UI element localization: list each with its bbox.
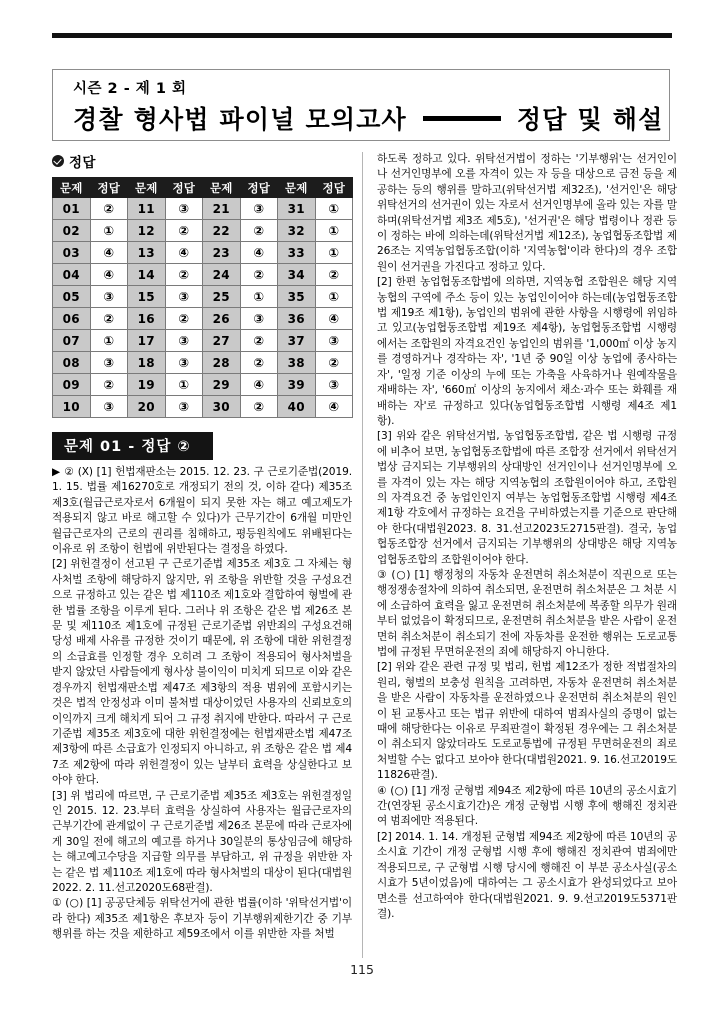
- question-number: 33: [278, 242, 316, 264]
- explanation-paragraph: ▶ ② (X) [1] 헌법재판소는 2015. 12. 23. 구 근로기준법(2019. 1. 15. 법률 제16270호로 개정되기 전의 것, 이하 같다) 제35조 제3호(월급근로자로서 6개월이 되지 못한 자는 해고 예고제도가 적용되지 않고 바로 해고할 수 있다)가 근무기간이 6개월 미만인 월급근로자의 근로의 권리를 침해하고, 평등원칙에도 위배된다는 이유로 위 조항이 헌법에 위반된다는 결정을 하였다.: [52, 466, 352, 556]
- answer-value: ①: [315, 242, 353, 264]
- question-number: 36: [278, 308, 316, 330]
- question-number: 37: [278, 330, 316, 352]
- answer-value: ④: [315, 308, 353, 330]
- table-row: [53, 396, 353, 418]
- question-header-bar: 문제 01 - 정답 ②: [52, 432, 213, 460]
- question-number: 23: [203, 242, 241, 264]
- question-number: 17: [128, 330, 166, 352]
- explanation-paragraph: 하도록 정하고 있다. 위탁선거법이 정하는 '기부행위'는 선거인이나 선거인명부에 오를 자격이 있는 자 등을 대상으로 금전 등을 제공하는 등의 행위를 말하고(위탁선거법 제32조), '선거인'은 해당 위탁선거의 선거권이 있는 자로서 선거인명부에 올라 있는 자를 말하며(위탁선거법 제3조 제5호), '선거권'은 해당 법령이나 정관 등이 정하는 바에 의하는데(위탁선거법 제12조), 농업협동조합법 제26조는 지역농업협동조합(이하 '지역농협'이라 한다)의 경우 조합원이 선거권을 가진다고 정하고 있다.: [377, 153, 677, 273]
- question-number: 07: [53, 330, 91, 352]
- question-number: 15: [128, 286, 166, 308]
- answer-value: ④: [240, 242, 278, 264]
- answer-value: ④: [165, 242, 203, 264]
- explanation-paragraph: [2] 위헌결정이 선고된 구 근로기준법 제35조 제3호 그 자체는 형사처벌 조항에 해당하지 않지만, 위 조항을 위반할 것을 구성요건으로 규정하고 있는 같은 법 제110조 제1호와 결합하여 형벌에 관한 법률 조항을 이루게 된다. 그러나 위 조항은 같은 법 제26조 본문 및 제110조 제1호에 규정된 근로기준법 위반죄의 구성요건해당성 배제 사유를 규정한 것이기 때문에, 위 조항에 대한 위헌결정의 소급효를 인정할 경우 오히려 그 조항이 적용되어 형사처벌을 받지 않았던 사람들에게 형사상 불이익이 미치게 되므로 이와 같은 경우까지 헌법재판소법 제47조 제3항의 적용 범위에 포함시키는 것은 법적 안정성과 이미 불처벌 대상이었던 사용자의 신뢰보호의 이익까지 크게 해치게 되어 그 규정 취지에 반한다. 따라서 구 근로기준법 제35조 제3호에 대한 위헌결정에는 헌법재판소법 제47조 제3항에 따른 소급효가 인정되지 아니하고, 위 조항은 같은 법 제47조 제2항에 따라 위헌결정이 있는 날부터 효력을 상실한다고 보아야 한다.: [52, 558, 352, 787]
- question-number: 21: [203, 198, 241, 220]
- answers-section-heading: [52, 152, 352, 170]
- explanation-paragraph: [3] 위와 같은 위탁선거법, 농업협동조합법, 같은 법 시행령 규정에 비추어 보면, 농업협동조합법에 따른 조합장 선거에서 위탁선거법상 금지되는 기부행위의 상대방인 선거인이나 선거인명부에 오를 자격이 있는 자는 해당 지역농협의 조합원이어야 하고, 조합원의 자격요건 중 농업인인지 여부는 농업협동조합법 시행령 제4조 제1항 각호에서 규정하는 요건을 구비하였는지를 기준으로 판단해야 한다(대법원2023. 8. 31.선고2023도2715판결). 결국, 농업협동조합장 선거에서 금지되는 기부행위의 상대방은 해당 지역농업협동조합의 조합원이어야 한다.: [377, 430, 677, 566]
- question-number: 25: [203, 286, 241, 308]
- answer-value: ②: [315, 352, 353, 374]
- question-number: 38: [278, 352, 316, 374]
- question-number: 01: [53, 198, 91, 220]
- table-row: [53, 242, 353, 264]
- answer-value: ②: [240, 220, 278, 242]
- answer-value: ③: [315, 330, 353, 352]
- column-header: 문제: [203, 178, 241, 198]
- answer-value: ②: [90, 308, 128, 330]
- question-number: 20: [128, 396, 166, 418]
- question-number: 30: [203, 396, 241, 418]
- explanation-paragraph: [2] 한편 농업협동조합법에 의하면, 지역농협 조합원은 해당 지역농협의 구역에 주소 등이 있는 농업인이어야 하는데(농업협동조합법 제19조 제1항), 농업인의 범위에 관한 사항을 시행령에 위임하고 있고(농업협동조합법 제19조 제4항), 농업협동조합법 시행령에서는 조합원의 자격요건인 농업인의 범위를 '1,000㎡ 이상 농지를 경영하거나 경작하는 자', '1년 중 90일 이상 농업에 종사하는 자', '일정 기준 이상의 누에 또는 가축을 사육하거나 원예작물을 재배하는 자', '660㎡ 이상의 농지에서 채소·과수 또는 화훼를 재배하는 자'로 규정하고 있다(농업협동조합법 시행령 제4조 제1항).: [377, 276, 677, 427]
- question-number: 24: [203, 264, 241, 286]
- question-number: 39: [278, 374, 316, 396]
- question-number: 32: [278, 220, 316, 242]
- column-header: 정답: [90, 178, 128, 198]
- answer-value: ①: [315, 286, 353, 308]
- right-column: [377, 152, 677, 922]
- answer-value: ②: [165, 264, 203, 286]
- answer-value: ③: [90, 396, 128, 418]
- answer-value: ③: [240, 308, 278, 330]
- question-number: 13: [128, 242, 166, 264]
- answers-heading-label: 정답: [69, 155, 96, 171]
- table-row: [53, 198, 353, 220]
- table-header-row: [53, 178, 353, 198]
- column-header: 문제: [278, 178, 316, 198]
- answer-value: ②: [90, 198, 128, 220]
- question-number: 09: [53, 374, 91, 396]
- question-number: 11: [128, 198, 166, 220]
- question-number: 22: [203, 220, 241, 242]
- answer-value: ②: [165, 308, 203, 330]
- page-title-suffix: 정답 및 해설: [516, 105, 664, 134]
- question-number: 08: [53, 352, 91, 374]
- question-number: 28: [203, 352, 241, 374]
- table-row: [53, 308, 353, 330]
- column-header: 정답: [315, 178, 353, 198]
- question-number: 12: [128, 220, 166, 242]
- answer-value: ①: [90, 330, 128, 352]
- answer-value: ③: [165, 198, 203, 220]
- table-row: [53, 264, 353, 286]
- explanation-paragraph: [2] 위와 같은 관련 규정 및 법리, 헌법 제12조가 정한 적법절차의 원리, 형벌의 보충성 원칙을 고려하면, 자동차 운전면허 취소처분을 받은 사람이 자동차를 운전하였으나 운전면허 취소처분의 원인이 된 교통사고 또는 법규 위반에 대하여 범죄사실의 증명이 없는 때에 해당한다는 이유로 무죄판결이 확정된 경우에는 그 취소처분이 취소되지 않았더라도 도로교통법에 규정된 무면허운전의 죄로 처벌할 수는 없다고 보아야 한다(대법원2021. 9. 16.선고2019도11826판결).: [377, 661, 677, 782]
- question-number: 05: [53, 286, 91, 308]
- table-row: [53, 330, 353, 352]
- question-number: 10: [53, 396, 91, 418]
- question-number: 31: [278, 198, 316, 220]
- answer-value: ③: [165, 286, 203, 308]
- answer-key-table: [52, 177, 353, 418]
- explanation-paragraph: [3] 위 법리에 따르면, 구 근로기준법 제35조 제3호는 위헌결정일인 2015. 12. 23.부터 효력을 상실하여 사용자는 월급근로자의 근부기간에 관계없이 구 근로기준법 제26조 본문에 따라 근로자에게 30일 전에 해고의 예고를 하거나 30일분의 통상임금에 해당하는 해고예고수당을 지급할 의무를 부담하고, 위 규정을 위반한 자는 같은 법 제110조 제1호에 따라 형사처벌의 대상이 된다(대법원 2022. 2. 11.선고2020도68판결).: [52, 789, 352, 894]
- question-number: 27: [203, 330, 241, 352]
- question-number: 19: [128, 374, 166, 396]
- question-number: 03: [53, 242, 91, 264]
- answer-value: ③: [165, 330, 203, 352]
- answer-value: ②: [240, 264, 278, 286]
- question-number: 16: [128, 308, 166, 330]
- title-header-box: [52, 69, 670, 141]
- answer-value: ①: [240, 286, 278, 308]
- question-number: 06: [53, 308, 91, 330]
- answer-value: ③: [165, 396, 203, 418]
- answer-value: ②: [165, 220, 203, 242]
- answer-value: ①: [315, 198, 353, 220]
- answer-value: ④: [90, 264, 128, 286]
- column-header: 정답: [240, 178, 278, 198]
- question-number: 14: [128, 264, 166, 286]
- answer-value: ①: [315, 220, 353, 242]
- question-number: 34: [278, 264, 316, 286]
- answer-value: ①: [90, 220, 128, 242]
- answer-value: ④: [315, 396, 353, 418]
- answer-value: ③: [90, 352, 128, 374]
- page-number: 115: [350, 962, 374, 977]
- question-number: 40: [278, 396, 316, 418]
- title-dash-icon: [423, 116, 501, 121]
- question-number: 04: [53, 264, 91, 286]
- top-rule-divider: [52, 33, 672, 38]
- column-header: 문제: [128, 178, 166, 198]
- answer-value: ②: [240, 352, 278, 374]
- question-number: 02: [53, 220, 91, 242]
- answer-value: ③: [90, 286, 128, 308]
- question-number: 29: [203, 374, 241, 396]
- left-column: [52, 152, 352, 943]
- question-number: 18: [128, 352, 166, 374]
- answer-value: ②: [240, 396, 278, 418]
- explanation-paragraph: ③ (○) [1] 행정청의 자동차 운전면허 취소처분이 직권으로 또는 행정쟁송절차에 의하여 취소되면, 운전면허 취소처분은 그 처분 시에 소급하여 효력을 잃고 운전면허 취소처분에 복종할 의무가 원래부터 없었음이 확정되므로, 운전면허 취소처분을 받은 사람이 운전면허 취소처분이 취소되기 전에 자동차를 운전한 행위는 도로교통법에 규정된 무면허운전의 죄에 해당하지 아니한다.: [377, 568, 677, 658]
- explanation-paragraph: ④ (○) [1] 개정 군형법 제94조 제2항에 따른 10년의 공소시효기간(연장된 공소시효기간)은 개정 군형법 시행 후에 행해진 정치관여 범죄에만 적용된다.: [377, 784, 677, 828]
- season-label: 시즌 2 - 제 1 회: [73, 81, 187, 97]
- table-row: [53, 352, 353, 374]
- question-number: 35: [278, 286, 316, 308]
- column-header: 정답: [165, 178, 203, 198]
- explanation-paragraph: ① (○) [1] 공공단체등 위탁선거에 관한 법률(이하 '위탁선거법'이라 한다) 제35조 제1항은 후보자 등이 기부행위제한기간 중 기부행위를 하는 것을 제한하고 제59조에서 이를 위반한 자를 처벌: [52, 897, 352, 941]
- answer-value: ③: [315, 374, 353, 396]
- answer-table-body: [53, 198, 353, 418]
- table-row: [53, 286, 353, 308]
- table-row: [53, 220, 353, 242]
- main-title-row: [73, 100, 664, 136]
- answer-value: ④: [240, 374, 278, 396]
- answer-value: ②: [90, 374, 128, 396]
- answer-value: ②: [315, 264, 353, 286]
- page-title: 경찰 형사법 파이널 모의고사: [73, 105, 407, 134]
- explanation-paragraph: [2] 2014. 1. 14. 개정된 군형법 제94조 제2항에 따른 10년의 공소시효 기간이 개정 군형법 시행 후에 행해진 정치관여 범죄에만 적용되므로, 구 군형법 시행 당시에 행해진 이 부분 공소사실(공소시효가 5년이었음)에 대하여는 그 공소시효가 완성되었다고 보아 면소를 선고하여야 한다(대법원2021. 9. 9.선고2019도5371판결).: [377, 830, 677, 920]
- column-divider: [362, 152, 363, 958]
- column-header: 문제: [53, 178, 91, 198]
- check-circle-icon: [52, 155, 64, 167]
- answer-value: ②: [240, 330, 278, 352]
- question-number: 26: [203, 308, 241, 330]
- answer-value: ③: [165, 352, 203, 374]
- answer-value: ①: [165, 374, 203, 396]
- table-row: [53, 374, 353, 396]
- answer-value: ④: [90, 242, 128, 264]
- answer-value: ③: [240, 198, 278, 220]
